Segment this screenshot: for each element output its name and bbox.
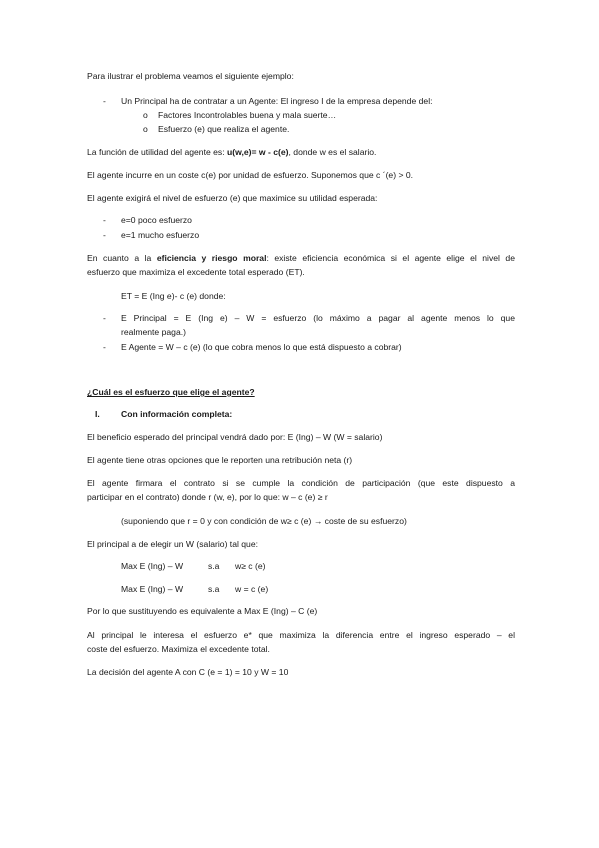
efficiency-post: : existe eficiencia económica si el agente elige el nivel de (266, 253, 515, 263)
bullet-dash: - (103, 313, 106, 323)
interest-line-1: Al principal le interesa el esfuerzo e* que maximiza la diferencia entre el ingreso esperado – el (87, 630, 515, 640)
decision-line: La decisión del agente A con C (e = 1) = 10 y W = 10 (87, 667, 289, 677)
efficiency-pre: En cuanto a la (87, 253, 157, 263)
esfuerzo-text: Esfuerzo (e) que realiza el agente. (158, 124, 290, 134)
efficiency-line-2: esfuerzo que maximiza el excedente total esperado (ET). (87, 267, 305, 277)
e-principal-line-1: E Principal = E (Ing e) – W = esfuerzo (lo máximo a pagar al agente menos lo que (121, 313, 515, 323)
cost-line: El agente incurre en un coste c(e) por unidad de esfuerzo. Suponemos que c ´(e) > 0. (87, 170, 414, 180)
bullet-dash: - (103, 96, 106, 106)
effort-low-text: e=0 poco esfuerzo (121, 215, 192, 225)
max-constraint: w = c (e) (235, 584, 269, 594)
efficiency-bold: eficiencia y riesgo moral (156, 253, 267, 263)
section-number: I. (95, 409, 100, 419)
bullet-dash: - (103, 342, 106, 352)
factores-text: Factores Incontrolables buena y mala suerte… (158, 110, 337, 120)
interest-line-2: coste del esfuerzo. Maximiza el excedente total. (87, 644, 270, 654)
e-principal-line-2: realmente paga.) (121, 327, 186, 337)
section-title: Con información completa: (121, 409, 233, 419)
contract-line-1: El agente firmara el contrato si se cumple la condición de participación (que este dispuesto a (87, 478, 515, 488)
options-line: El agente tiene otras opciones que le reporten una retribución neta (r) (87, 455, 353, 465)
assumption-line: (suponiendo que r = 0 y con condición de w≥ c (e) → coste de su esfuerzo) (121, 516, 407, 526)
e-agente-line: E Agente = W – c (e) (lo que cobra menos lo que está dispuesto a cobrar) (121, 342, 402, 352)
utility-formula: u(w,e)= w - c(e) (227, 147, 289, 157)
et-formula: ET = E (Ing e)- c (e) donde: (121, 291, 226, 301)
max-objective: Max E (Ing) – W (121, 584, 184, 594)
max-objective: Max E (Ing) – W (121, 561, 184, 571)
sub-bullet-marker: o (143, 110, 148, 120)
max-sa: s.a (208, 561, 220, 571)
max-constraint: w≥ c (e) (235, 561, 266, 571)
effort-high-text: e=1 mucho esfuerzo (121, 230, 200, 240)
intro-text: Para ilustrar el problema veamos el siguiente ejemplo: (87, 71, 294, 81)
equivalent-line: Por lo que sustituyendo es equivalente a Max E (Ing) – C (e) (87, 606, 318, 616)
utility-line (87, 147, 376, 158)
choose-line: El principal a de elegir un W (salario) tal que: (87, 539, 259, 549)
utility-post: , donde w es el salario. (288, 147, 377, 157)
efficiency-line-1 (87, 253, 515, 264)
utility-pre: La función de utilidad del agente es: (87, 147, 227, 157)
question-heading: ¿Cuál es el esfuerzo que elige el agente? (87, 387, 255, 397)
bullet-dash: - (103, 230, 106, 240)
bullet-dash: - (103, 215, 106, 225)
principal-agent-text: Un Principal ha de contratar a un Agente: El ingreso I de la empresa depende del: (121, 96, 433, 106)
sub-bullet-marker: o (143, 124, 148, 134)
effort-line: El agente exigirá el nivel de esfuerzo (e) que maximice su utilidad esperada: (87, 193, 378, 203)
max-sa: s.a (208, 584, 220, 594)
contract-line-2: participar en el contrato) donde r (w, e), por lo que: w – c (e) ≥ r (87, 492, 328, 502)
benefit-line: El beneficio esperado del principal vendrá dado por: E (Ing) – W (W = salario) (87, 432, 383, 442)
